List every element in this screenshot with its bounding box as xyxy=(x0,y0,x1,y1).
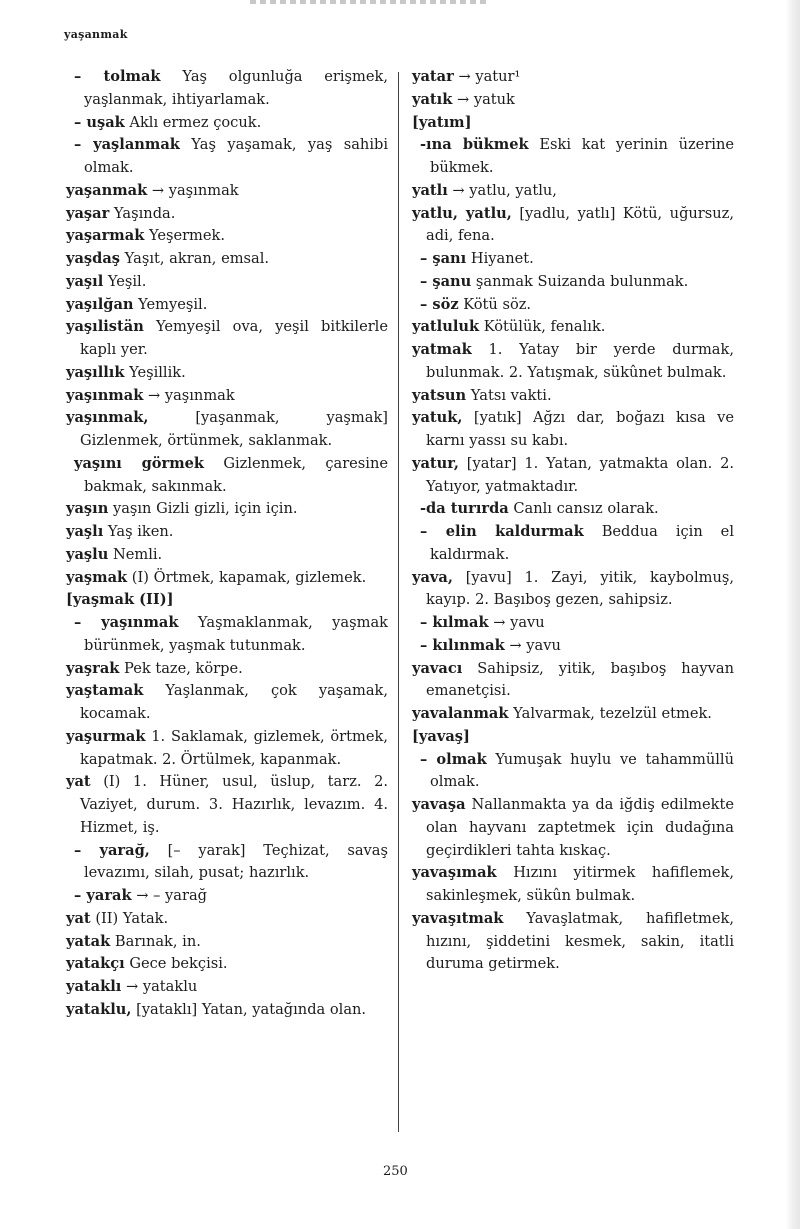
dictionary-entry xyxy=(412,89,734,112)
entry-definition: Yaşıt, akran, emsal. xyxy=(120,250,270,267)
entry-headword: – uşak xyxy=(74,113,125,131)
entry-headword: yava, xyxy=(412,568,453,586)
entry-definition: Hızını yitirmek hafiflemek, sakinleşmek, sükûn bulmak. xyxy=(426,864,734,904)
dictionary-entry xyxy=(412,339,734,385)
running-head: yaşanmak xyxy=(64,28,128,41)
dictionary-entry xyxy=(66,134,388,180)
dictionary-entry xyxy=(66,726,388,772)
entry-headword: yatluluk xyxy=(412,318,480,336)
entry-definition: [yavu] 1. Zayi, yitik, kaybolmuş, kayıp. 2. Başıboş gezen, sahipsiz. xyxy=(426,568,734,609)
entry-definition: Yemyeşil. xyxy=(133,295,208,313)
entry-headword: yaşanmak xyxy=(66,181,148,199)
entry-headword: yaşın xyxy=(66,500,109,518)
entry-definition: Canlı cansız olarak. xyxy=(508,500,659,518)
entry-definition: Sahipsiz, yitik, başıboş hayvan emanetçisi. xyxy=(426,659,734,700)
dictionary-entry xyxy=(412,726,734,749)
entry-headword: yatar xyxy=(412,68,454,85)
entry-headword: yatakçı xyxy=(66,955,125,973)
entry-definition: Yaşmaklanmak, yaşmak bürünmek, yaşmak tutunmak. xyxy=(84,614,388,654)
entry-definition: Gece bekçisi. xyxy=(124,955,228,973)
dictionary-entry xyxy=(412,271,734,294)
entry-headword: – elin kaldurmak xyxy=(420,523,584,540)
dictionary-entry xyxy=(412,407,734,453)
entry-headword: yatak xyxy=(66,932,111,950)
entry-definition: → yavu xyxy=(488,614,545,631)
entry-headword: yaşılğan xyxy=(66,295,134,313)
dictionary-entry xyxy=(66,112,388,135)
entry-definition: Eski kat yerinin üzerine bükmek. xyxy=(430,136,734,176)
left-column xyxy=(66,66,388,1022)
dictionary-entry xyxy=(412,658,734,704)
entry-definition: Pek taze, körpe. xyxy=(119,659,243,677)
entry-headword: [yaşmak (II)] xyxy=(66,591,174,609)
entry-definition: → – yarağ xyxy=(131,887,207,904)
entry-headword: yatur, xyxy=(412,454,459,472)
entry-headword: – kılmak xyxy=(420,614,489,631)
scan-edge xyxy=(786,0,800,1229)
entry-headword: yaşını görmek xyxy=(74,454,205,472)
entry-headword: – yaşlanmak xyxy=(74,136,180,154)
dictionary-entry xyxy=(66,498,388,521)
dictionary-entry xyxy=(66,544,388,567)
entry-headword: yavaşımak xyxy=(412,864,497,882)
dictionary-entry xyxy=(66,567,388,590)
entry-definition: 1. Saklamak, gizlemek, örtmek, kapatmak. 2. Örtülmek, kapanmak. xyxy=(80,727,388,768)
entry-headword: yaşlı xyxy=(66,523,104,540)
dictionary-entry xyxy=(412,316,734,339)
dictionary-entry xyxy=(66,953,388,976)
entry-definition: Yaşlanmak, çok yaşamak, kocamak. xyxy=(80,682,388,722)
entry-headword: yaşıllık xyxy=(66,363,125,381)
entry-headword: yataklı xyxy=(66,978,122,995)
dictionary-entry xyxy=(66,180,388,203)
entry-definition: (I) Örtmek, kapamak, gizlemek. xyxy=(127,568,367,586)
entry-definition: Yaşında. xyxy=(109,204,176,222)
entry-definition: Yeşil. xyxy=(103,272,147,290)
dictionary-entry xyxy=(66,976,388,999)
entry-definition: Yalvarmak, tezelzül etmek. xyxy=(508,705,712,722)
entry-headword: yaşdaş xyxy=(66,250,121,267)
entry-headword: yaşınmak xyxy=(66,386,144,404)
entry-headword: yatsun xyxy=(412,386,467,404)
entry-definition: [– yarak] Teçhizat, savaş levazımı, silah, pusat; hazırlık. xyxy=(84,841,388,882)
dictionary-entry xyxy=(412,453,734,499)
entry-definition: [yatar] 1. Yatan, yatmakta olan. 2. Yatıyor, yatmaktadır. xyxy=(426,454,734,495)
entry-definition: Yemyeşil ova, yeşil bitkilerle kaplı yer. xyxy=(80,318,388,358)
dictionary-entry xyxy=(66,589,388,612)
entry-headword: -ına bükmek xyxy=(420,136,529,154)
entry-headword: – yarak xyxy=(74,887,132,904)
dictionary-entry xyxy=(412,180,734,203)
dictionary-entry xyxy=(66,840,388,886)
dictionary-entry xyxy=(412,521,734,567)
dictionary-entry xyxy=(66,521,388,544)
right-column xyxy=(412,66,734,976)
entry-definition: → yavu xyxy=(504,636,561,654)
dictionary-entry xyxy=(412,567,734,613)
entry-headword: yaştamak xyxy=(66,682,144,700)
dictionary-entry xyxy=(66,385,388,408)
dictionary-entry xyxy=(412,498,734,521)
dictionary-entry xyxy=(66,680,388,726)
entry-headword: -da turırda xyxy=(420,500,509,518)
entry-headword: yat xyxy=(66,773,91,791)
entry-definition: Hiyanet. xyxy=(466,250,534,267)
dictionary-entry xyxy=(66,453,388,499)
dictionary-entry xyxy=(66,999,388,1022)
entry-headword: [yatım] xyxy=(412,113,472,131)
dictionary-entry xyxy=(66,362,388,385)
entry-definition: → yaşınmak xyxy=(147,181,239,199)
entry-headword: yavalanmak xyxy=(412,705,509,722)
entry-definition: Barınak, in. xyxy=(110,932,201,950)
entry-headword: yaşmak xyxy=(66,568,128,586)
dictionary-entry xyxy=(412,612,734,635)
entry-headword: – yaşınmak xyxy=(74,614,179,631)
dictionary-entry xyxy=(66,407,388,453)
entry-headword: yatlu, yatlu, xyxy=(412,204,512,222)
entry-definition: Beddua için el kaldırmak. xyxy=(430,523,734,563)
entry-definition: Yeşermek. xyxy=(144,227,226,245)
entry-headword: yaşılistän xyxy=(66,318,144,336)
dictionary-entry xyxy=(66,294,388,317)
entry-headword: yaşrak xyxy=(66,659,120,677)
dictionary-entry xyxy=(66,612,388,658)
entry-headword: yatık xyxy=(412,90,453,108)
dictionary-entry xyxy=(66,316,388,362)
entry-definition: Yatsı vakti. xyxy=(466,386,552,404)
entry-definition: Yavaşlatmak, hafifletmek, hızını, şiddetini kesmek, sakin, itatli duruma getirmek. xyxy=(426,909,734,973)
entry-headword: yavacı xyxy=(412,659,463,677)
entry-headword: – şanı xyxy=(420,250,467,267)
entry-definition: → yatur¹ xyxy=(453,68,521,85)
entry-headword: yatlı xyxy=(412,181,448,199)
entry-headword: yaşarmak xyxy=(66,227,145,245)
entry-definition: Yeşillik. xyxy=(124,363,186,381)
dictionary-entry xyxy=(412,794,734,862)
dictionary-entry xyxy=(412,134,734,180)
entry-definition: (I) 1. Hüner, usul, üslup, tarz. 2. Vaziyet, durum. 3. Hazırlık, levazım. 4. Hizmet, iş. xyxy=(80,773,388,836)
entry-definition: [yatık] Ağzı dar, boğazı kısa ve karnı yassı su kabı. xyxy=(426,409,734,449)
dictionary-entry xyxy=(412,862,734,908)
dictionary-entry xyxy=(412,248,734,271)
entry-headword: yavaşıtmak xyxy=(412,909,504,927)
entry-definition: [yaşanmak, yaşmak] Gizlenmek, örtünmek, saklanmak. xyxy=(80,409,388,449)
entry-headword: yatmak xyxy=(412,341,472,358)
entry-definition: [yataklı] Yatan, yatağında olan. xyxy=(131,1000,367,1018)
dictionary-entry xyxy=(66,66,388,112)
entry-definition: → yatlu, yatlu, xyxy=(447,181,557,199)
dictionary-entry xyxy=(66,908,388,931)
dictionary-entry xyxy=(412,908,734,976)
dictionary-entry xyxy=(412,112,734,135)
dictionary-entry xyxy=(412,385,734,408)
entry-headword: – tolmak xyxy=(74,68,161,85)
entry-definition: → yataklu xyxy=(121,978,198,995)
entry-headword: yat xyxy=(66,909,91,927)
entry-definition: Yaş olgunluğa erişmek, yaşlanmak, ihtiyarlamak. xyxy=(84,68,388,108)
entry-definition: 1. Yatay bir yerde durmak, bulunmak. 2. Yatışmak, sükûnet bulmak. xyxy=(426,341,734,381)
entry-definition: şanmak Suizanda bulunmak. xyxy=(471,272,689,290)
page-number: 250 xyxy=(383,1164,408,1179)
dictionary-entry xyxy=(66,271,388,294)
dictionary-entry xyxy=(412,294,734,317)
dictionary-entry xyxy=(66,225,388,248)
entry-definition: → yatuk xyxy=(452,90,515,108)
entry-headword: yaşar xyxy=(66,204,110,222)
entry-definition: yaşın Gizli gizli, için için. xyxy=(108,500,298,518)
column-divider xyxy=(398,72,399,1132)
entry-headword: – olmak xyxy=(420,750,487,768)
entry-definition: Yumuşak huylu ve tahammüllü olmak. xyxy=(430,750,734,791)
entry-headword: – söz xyxy=(420,295,459,313)
entry-definition: → yaşınmak xyxy=(143,386,235,404)
entry-headword: yaşlu xyxy=(66,545,109,563)
entry-definition: Yaş yaşamak, yaş sahibi olmak. xyxy=(84,136,388,176)
entry-headword: – yarağ, xyxy=(74,841,150,859)
entry-definition: Kötülük, fenalık. xyxy=(479,318,606,336)
dictionary-entry xyxy=(412,749,734,795)
entry-headword: yavaşa xyxy=(412,796,466,813)
entry-definition: Nemli. xyxy=(108,545,163,563)
entry-headword: yaşıl xyxy=(66,272,104,290)
entry-definition: Aklı ermez çocuk. xyxy=(124,113,262,131)
dictionary-entry xyxy=(412,66,734,89)
entry-headword: yatuk, xyxy=(412,409,463,427)
entry-definition: Yaş iken. xyxy=(103,523,174,540)
dictionary-entry xyxy=(66,931,388,954)
entry-definition: [yadlu, yatlı] Kötü, uğursuz, adi, fena. xyxy=(426,204,734,245)
dictionary-entry xyxy=(412,635,734,658)
dictionary-entry xyxy=(412,703,734,726)
entry-headword: yataklu, xyxy=(66,1000,132,1018)
entry-headword: yaşınmak, xyxy=(66,409,149,427)
entry-headword: – kılınmak xyxy=(420,636,505,654)
dictionary-entry xyxy=(66,658,388,681)
entry-definition: (II) Yatak. xyxy=(90,909,169,927)
dictionary-entry xyxy=(66,248,388,271)
entry-definition: Nallanmakta ya da iğdiş edilmekte olan hayvanı zaptetmek için dudağına geçirdikleri tahta kıskaç. xyxy=(426,796,734,859)
dictionary-entry xyxy=(66,885,388,908)
entry-definition: Kötü söz. xyxy=(458,295,532,313)
entry-headword: – şanu xyxy=(420,272,472,290)
entry-headword: yaşurmak xyxy=(66,727,146,745)
scan-smudge xyxy=(250,0,490,4)
dictionary-entry xyxy=(412,203,734,249)
dictionary-entry xyxy=(66,203,388,226)
entry-headword: [yavaş] xyxy=(412,727,470,745)
dictionary-entry xyxy=(66,771,388,839)
entry-definition: Gizlenmek, çaresine bakmak, sakınmak. xyxy=(84,454,388,495)
